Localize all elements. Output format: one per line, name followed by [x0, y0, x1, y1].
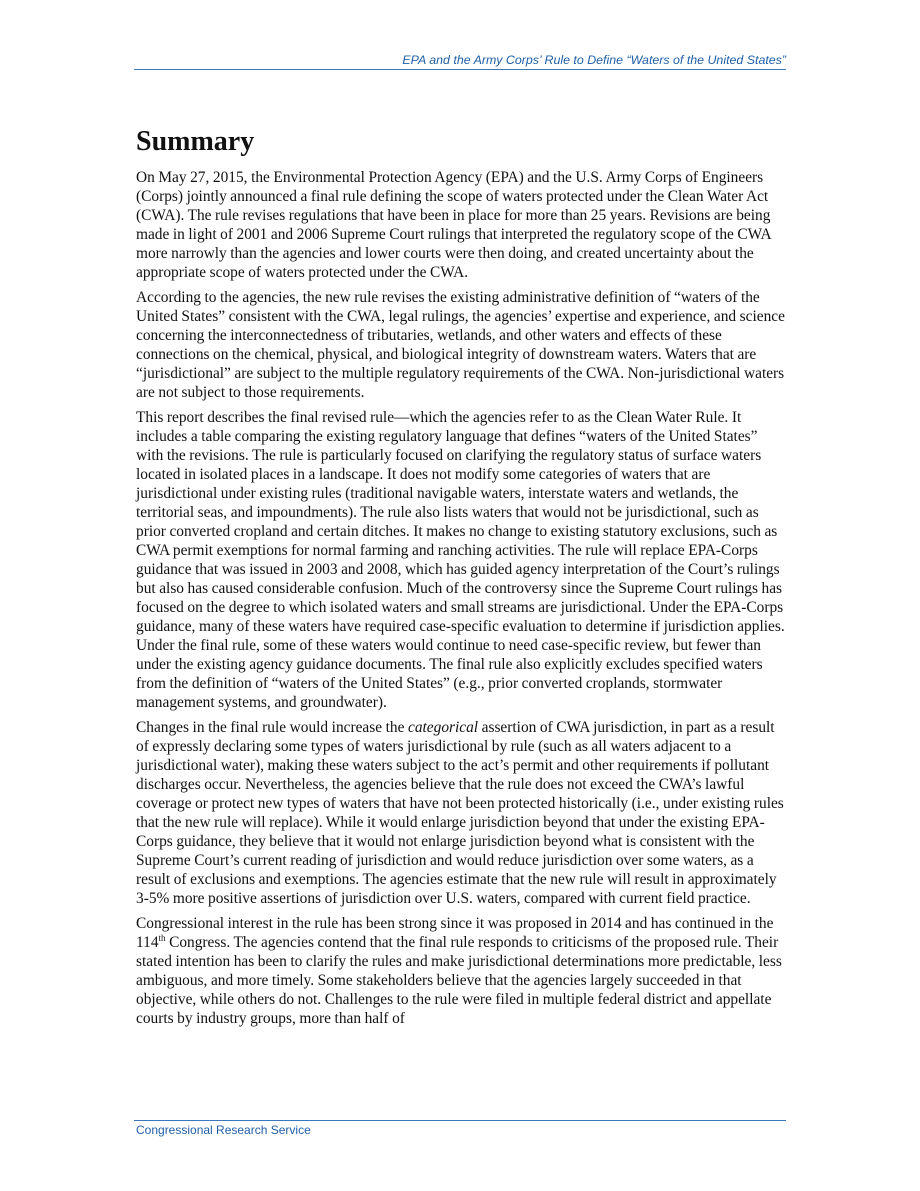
paragraph-5-text-end: Congress. The agencies contend that the final rule responds to criticisms of the proposed rule. Their stated intention has been to clarify the rules and make jurisdictional determinations more predictable, less ambiguous, and more timely. Some stakeholders believe that the agencies largely succeeded in that objective, while others do not. Challenges to the rule were filed in multiple federal district and appellate courts by industry groups, more than half of [136, 934, 782, 1027]
summary-section [136, 124, 786, 1034]
summary-paragraph-2: According to the agencies, the new rule revises the existing administrative definition of “waters of the United States” consistent with the CWA, legal rulings, the agencies’ expertise and experience, and science concerning the interconnectedness of tributaries, wetlands, and other waters and effects of these connections on the chemical, physical, and biological integrity of downstream waters. Waters that are “jurisdictional” are subject to the multiple regulatory requirements of the CWA. Non-jurisdictional waters are not subject to those requirements. [136, 289, 785, 401]
footer-divider [134, 1120, 786, 1121]
summary-paragraph-1: On May 27, 2015, the Environmental Protection Agency (EPA) and the U.S. Army Corps of Engineers (Corps) jointly announced a final rule defining the scope of waters protected under the Clean Water Act (CWA). The rule revises regulations that have been in place for more than 25 years. Revisions are being made in light of 2001 and 2006 Supreme Court rulings that interpreted the regulatory scope of the CWA more narrowly than the agencies and lower courts were then doing, and created uncertainty about the appropriate scope of waters protected under the CWA. [136, 169, 771, 281]
paragraph-4-text-start: Changes in the final rule would increase the [136, 719, 408, 736]
ordinal-superscript: th [158, 932, 166, 943]
summary-paragraph-5 [136, 914, 786, 1028]
section-heading: Summary [136, 126, 255, 157]
paragraph-5-text-start: Congressional interest in the rule has been strong since it was proposed in 2014 and has continued in the 114 [136, 915, 774, 951]
running-header-title: EPA and the Army Corps’ Rule to Define “Waters of the United States” [402, 53, 786, 67]
footer-publisher: Congressional Research Service [136, 1123, 311, 1137]
summary-paragraph-4 [136, 718, 786, 908]
summary-paragraph-3: This report describes the final revised rule—which the agencies refer to as the Clean Water Rule. It includes a table comparing the existing regulatory language that defines “waters of the United States” with the revisions. The rule is particularly focused on clarifying the regulatory status of surface waters located in isolated places in a landscape. It does not modify some categories of waters that are jurisdictional under existing rules (traditional navigable waters, interstate waters and wetlands, the territorial seas, and impoundments). The rule also lists waters that would not be jurisdictional, such as prior converted cropland and certain ditches. It makes no change to existing statutory exclusions, such as CWA permit exemptions for normal farming and ranching activities. The rule will replace EPA-Corps guidance that was issued in 2003 and 2008, which has guided agency interpretation of the Court’s rulings but also has caused considerable confusion. Much of the controversy since the Supreme Court rulings has focused on the degree to which isolated waters and small streams are jurisdictional. Under the EPA-Corps guidance, many of these waters have required case-specific evaluation to determine if jurisdiction applies. Under the final rule, some of these waters would continue to need case-specific review, but fewer than under the existing agency guidance documents. The final rule also explicitly excludes specified waters from the definition of “waters of the United States” (e.g., prior converted croplands, stormwater management systems, and groundwater). [136, 409, 785, 711]
paragraph-4-text-end: assertion of CWA jurisdiction, in part as a result of expressly declaring some types of waters jurisdictional by rule (such as all waters adjacent to a jurisdictional water), making these waters subject to the act’s permit and other requirements if pollutant discharges occur. Nevertheless, the agencies believe that the rule does not exceed the CWA’s lawful coverage or protect new types of waters that have not been protected historically (i.e., under existing rules that the new rule will replace). While it would enlarge jurisdiction beyond that under the existing EPA-Corps guidance, they believe that it would not enlarge jurisdiction beyond what is consistent with the Supreme Court’s current reading of jurisdiction and would reduce jurisdiction over some waters, as a result of exclusions and exemptions. The agencies estimate that the new rule will result in approximately 3-5% more positive assertions of jurisdiction over U.S. waters, compared with current field practice. [136, 719, 784, 907]
paragraph-4-emphasis: categorical [407, 719, 479, 736]
header-divider [134, 69, 786, 70]
